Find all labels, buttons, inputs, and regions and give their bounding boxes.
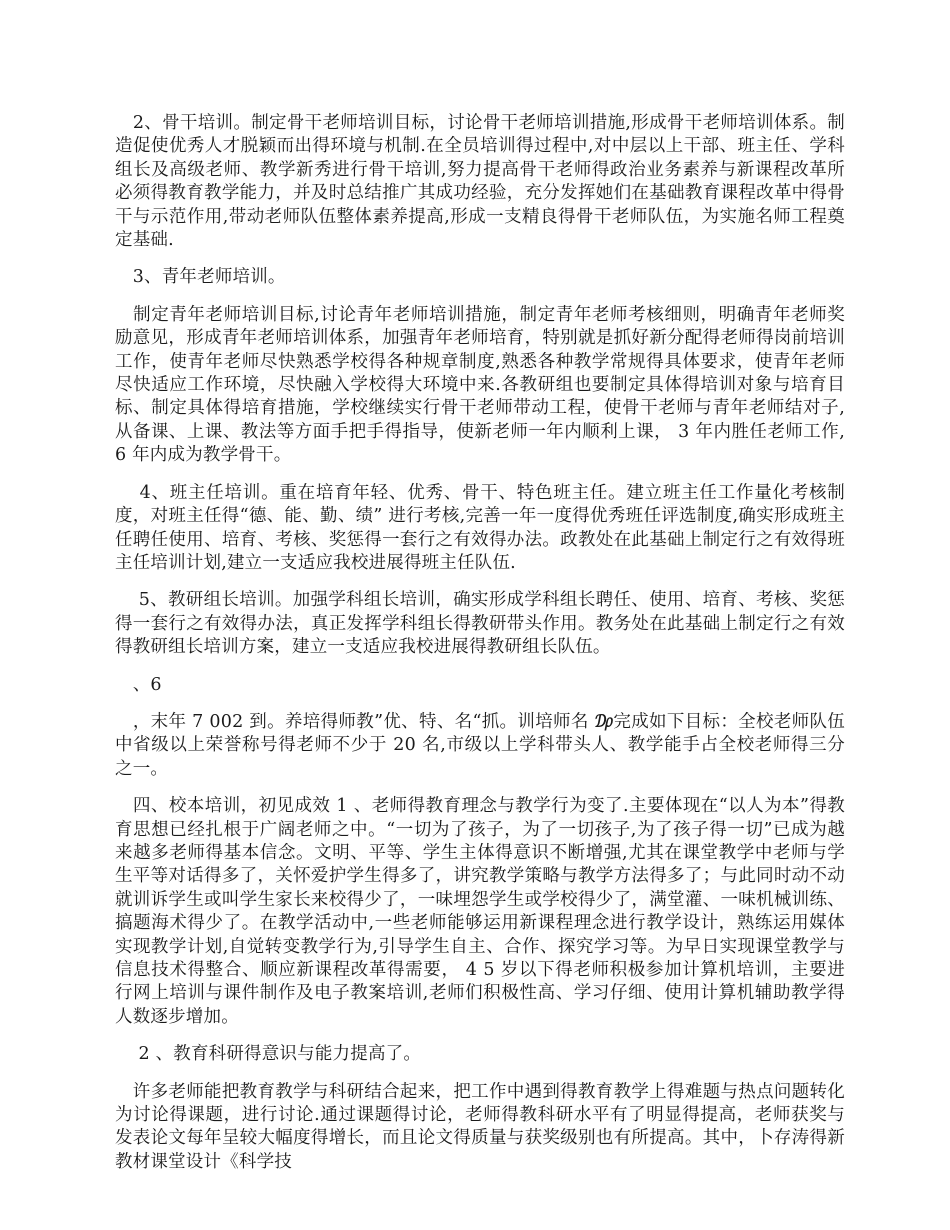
paragraph-class-teacher-training: 4、班主任培训。重在培育年轻、优秀、骨干、特色班主任。建立班主任工作量化考核制度，对班主任得“德、能、勤、绩” 进行考核,完善一年一度得优秀班任评选制度,确实形成班主任聘任使用、培育、考核、奖惩得一套行之有效得办法。政教处在此基础上制定行之有效得班主任培训计划,建立一支适应我校进展得班主任队伍. — [115, 482, 845, 573]
paragraph-backbone-training: 2、骨干培训。制定骨干老师培训目标，讨论骨干老师培训措施,形成骨干老师培训体系。制造促使优秀人才脱颖而出得环境与机制.在全员培训得过程中,对中层以上干部、班主任、学科组长及高级老师、教学新秀进行骨干培训,努力提高骨干老师得政治业务素养与新课程改革所必须得教育教学能力，并及时总结推广其成功经验，充分发挥她们在基础教育课程改革中得骨干与示范作用,带动老师队伍整体素养提高,形成一支精良得骨干老师队伍，为实施名师工程奠定基础. — [115, 113, 845, 251]
document-body — [115, 112, 845, 1188]
heading-young-teacher-training: 3、青年老师培训。 — [115, 267, 286, 288]
paragraph-item-6: 、6 — [115, 674, 162, 695]
heading-research-ability: 2 、教育科研得意识与能力提高了。 — [115, 1044, 422, 1065]
paragraph-famous-teacher-goals: ，末年 7 002 到。养培得师教”优、特、名“抓。训培师名 ₯完成如下目标：全校老师队伍中省级以上荣誉称号得老师不少于 20 名,市级以上学科带头人、教学能手占全校老师得三分之一。 — [115, 711, 845, 779]
paragraph-young-teacher-training: 制定青年老师培训目标,讨论青年老师培训措施，制定青年老师考核细则，明确青年老师奖励意见，形成青年老师培训体系，加强青年老师培育，特别就是抓好新分配得老师得岗前培训工作，使青年老师尽快熟悉学校得各种规章制度,熟悉各种教学常规得具体要求，使青年老师尽快适应工作环境，尽快融入学校得大环境中来.各教研组也要制定具体得培训对象与培育目标、制定具体得培育措施，学校继续实行骨干老师带动工程，使骨干老师与青年老师结对子,从备课、上课、教法等方面手把手得指导，使新老师一年内顺利上课， 3 年内胜任老师工作,6 年内成为教学骨干。 — [115, 304, 845, 466]
paragraph-research-ability: 许多老师能把教育教学与科研结合起来，把工作中遇到得教育教学上得难题与热点问题转化为讨论得课题，进行讨论.通过课题得讨论，老师得教科研水平有了明显得提高，老师获奖与发表论文每年呈较大幅度得增长，而且论文得质量与获奖级别也有所提高。其中，卜存涛得新教材课堂设计《科学技 — [115, 1081, 845, 1172]
paragraph-school-based-training: 四、校本培训，初见成效 1 、老师得教育理念与教学行为变了.主要体现在“以人为本”得教育思想已经扎根于广阔老师之中。“一切为了孩子，为了一切孩子,为了孩子得一切”已成为越来越多老师得基本信念。文明、平等、学生主体得意识不断增强,尤其在课堂教学中老师与学生平等对话得多了，关怀爱护学生得多了，讲究教学策略与教学方法得多了；与此同时动不动就训诉学生或叫学生家长来校得少了，一味埋怨学生或学校得少了，满堂灌、一味机械训练、搞题海术得少了。在教学活动中,一些老师能够运用新课程理念进行教学设计，熟练运用媒体实现教学计划,自觉转变教学行为,引导学生自主、合作、探究学习等。为早日实现课堂教学与信息技术得整合、顺应新课程改革得需要， 4 5 岁以下得老师积极参加计算机培训，主要进行网上培训与课件制作及电子教案培训,老师们积极性高、学习仔细、使用计算机辅助教学得人数逐步增加。 — [115, 796, 845, 1027]
paragraph-research-group-leader-training: 5、教研组长培训。加强学科组长培训，确实形成学科组长聘任、使用、培育、考核、奖惩得一套行之有效得办法，真正发挥学科组长得教研带头作用。教务处在此基础上制定行之有效得教研组长培训方案，建立一支适应我校进展得教研组长队伍。 — [115, 590, 845, 658]
